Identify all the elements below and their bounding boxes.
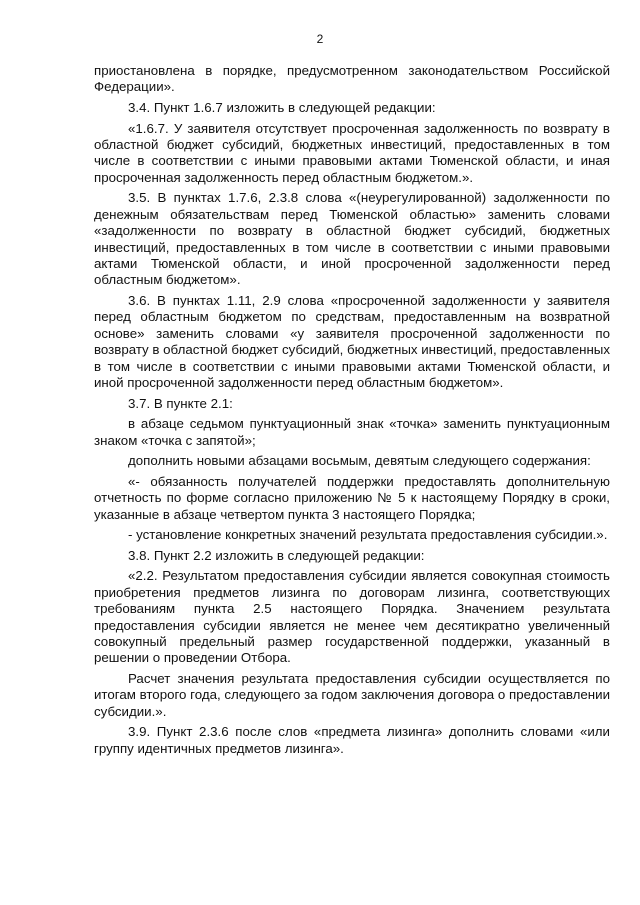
paragraph: 3.5. В пунктах 1.7.6, 2.3.8 слова «(неурегулированной) задолженности по денежным обязательствам перед Тюменской областью» заменить словами «задолженности по возврату в областной бюджет субсидий, бюджетных инвестиций, предоставленных в том числе в соответствии с иными правовыми актами Тюменской области, и иной просроченной задолженности перед областным бюджетом».: [94, 190, 610, 288]
paragraph: «2.2. Результатом предоставления субсидии является совокупная стоимость приобретения предметов лизинга по договорам лизинга, соответствующих требованиям пункта 2.5 настоящего Порядка. Значением результата предоставления субсидии является не менее чем десятикратно увеличенный совокупный предельный размер государственной поддержки, указанный в решении о проведении Отбора.: [94, 568, 610, 666]
page-number: 2: [316, 32, 324, 46]
paragraph: Расчет значения результата предоставления субсидии осуществляется по итогам второго года, следующего за годом заключения договора о предоставлении субсидии.».: [94, 671, 610, 719]
paragraph: в абзаце седьмом пунктуационный знак «точка» заменить пунктуационным знаком «точка с запятой»;: [94, 416, 610, 448]
paragraph: 3.7. В пункте 2.1:: [128, 395, 233, 411]
paragraph: 3.6. В пунктах 1.11, 2.9 слова «просроченной задолженности у заявителя перед областным бюджетом по средствам, предоставленным на возвратной основе» заменить словами «у заявителя просроченной задолженности по возврату в областной бюджет субсидий, бюджетных инвестиций, предоставленных в том числе в соответствии с иными правовыми актами Тюменской области, и иной просроченной задолженности перед областным бюджетом».: [94, 293, 610, 391]
paragraph: приостановлена в порядке, предусмотренном законодательством Российской Федерации».: [94, 63, 610, 95]
paragraph: - установление конкретных значений результата предоставления субсидии.».: [128, 527, 608, 543]
paragraph: «1.6.7. У заявителя отсутствует просроченная задолженность по возврату в областной бюджет субсидий, бюджетных инвестиций, предоставленных в том числе в соответствии с иными правовыми актами Тюменской области, и иная просроченная задолженность перед областным бюджетом.».: [94, 120, 610, 185]
paragraph: 3.8. Пункт 2.2 изложить в следующей редакции:: [128, 547, 425, 563]
paragraph: 3.9. Пункт 2.3.6 после слов «предмета лизинга» дополнить словами «или группу идентичных предметов лизинга».: [94, 724, 610, 756]
document-body: [94, 63, 610, 761]
paragraph: «- обязанность получателей поддержки предоставлять дополнительную отчетность по форме согласно приложению № 5 к настоящему Порядку в сроки, указанные в абзаце четвертом пункта 3 настоящего Порядка;: [94, 473, 610, 522]
paragraph: 3.4. Пункт 1.6.7 изложить в следующей редакции:: [128, 100, 436, 115]
paragraph: дополнить новыми абзацами восьмым, девятым следующего содержания:: [128, 453, 591, 469]
